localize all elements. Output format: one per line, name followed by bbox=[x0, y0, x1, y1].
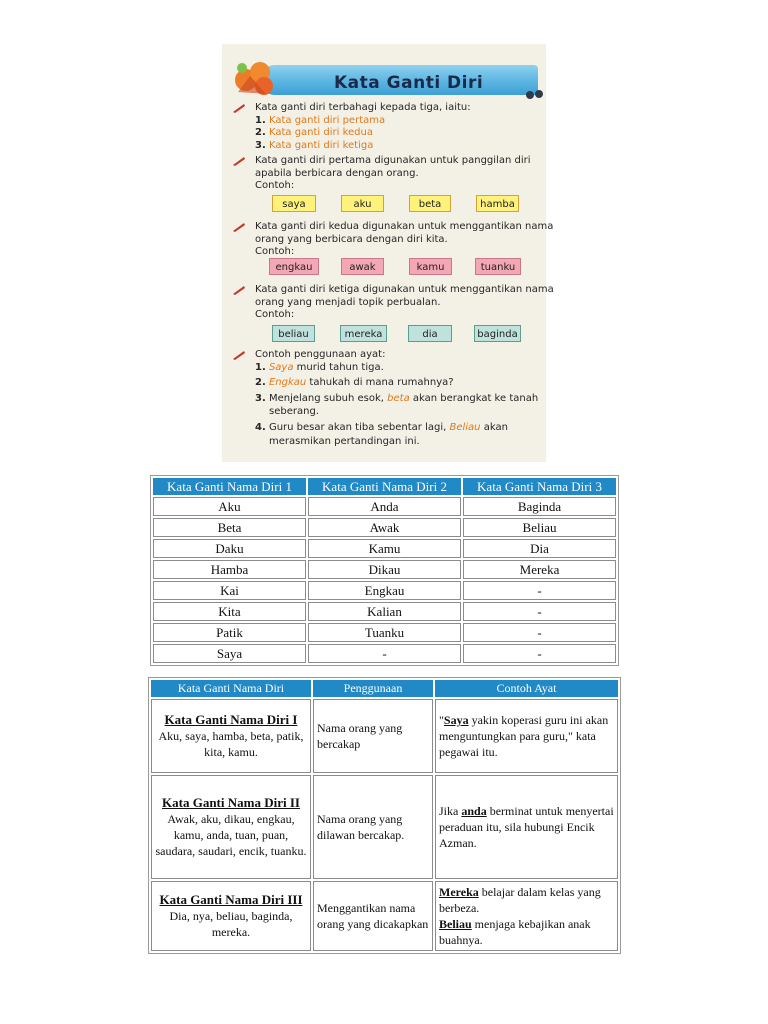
example-chip: beliau bbox=[272, 325, 315, 342]
example-chip: mereka bbox=[340, 325, 387, 342]
category-cell bbox=[151, 699, 311, 773]
table-cell: Engkau bbox=[308, 581, 461, 600]
table-row bbox=[153, 602, 616, 621]
usage-item: 3. Menjelang subuh esok, beta akan berangkat ke tanah bbox=[255, 393, 539, 404]
table-cell: Awak bbox=[308, 518, 461, 537]
usage-item-continued: merasmikan pertandingan ini. bbox=[269, 436, 420, 447]
table-cell: Kalian bbox=[308, 602, 461, 621]
table-row bbox=[153, 623, 616, 642]
contoh-label: Contoh: bbox=[255, 246, 295, 257]
pen-bullet-icon bbox=[232, 103, 246, 113]
lesson-title: Kata Ganti Diri bbox=[334, 73, 484, 93]
table-row bbox=[153, 581, 616, 600]
section-text: orang yang menjadi topik perbualan. bbox=[255, 297, 441, 308]
usage-cell: Nama orang yang bercakap bbox=[313, 699, 433, 773]
usage-cell: Menggantikan nama orang yang dicakapkan bbox=[313, 881, 433, 951]
example-chip: engkau bbox=[269, 258, 319, 275]
table-row bbox=[151, 881, 618, 951]
decorative-dots-icon bbox=[525, 88, 545, 100]
table-cell: Kai bbox=[153, 581, 306, 600]
category-words: Dia, nya, beliau, baginda, mereka. bbox=[169, 909, 293, 939]
table-cell: Baginda bbox=[463, 497, 616, 516]
example-chip: hamba bbox=[476, 195, 519, 212]
category-words: Awak, aku, dikau, engkau, kamu, anda, tuan, puan, saudara, saudari, encik, tuanku. bbox=[155, 812, 307, 858]
column-header: Contoh Ayat bbox=[435, 680, 618, 697]
pen-bullet-icon bbox=[232, 285, 246, 295]
usage-cell: Nama orang yang dilawan bercakap. bbox=[313, 775, 433, 879]
table-cell: Daku bbox=[153, 539, 306, 558]
lesson-card bbox=[222, 44, 554, 462]
usage-item: 1. Saya murid tahun tiga. bbox=[255, 362, 384, 373]
section-text: orang yang berbicara dengan diri kita. bbox=[255, 234, 448, 245]
table-cell: - bbox=[463, 602, 616, 621]
table-row bbox=[153, 539, 616, 558]
example-chip: dia bbox=[408, 325, 452, 342]
table-cell: Kita bbox=[153, 602, 306, 621]
type-list-item: 3. Kata ganti diri ketiga bbox=[255, 140, 374, 151]
table-cell: - bbox=[308, 644, 461, 663]
table-header-row bbox=[151, 680, 618, 697]
table-row bbox=[153, 644, 616, 663]
contoh-label: Contoh: bbox=[255, 180, 295, 191]
pronoun-usage-table bbox=[148, 677, 621, 954]
table-cell: Dikau bbox=[308, 560, 461, 579]
category-title: Kata Ganti Nama Diri III bbox=[159, 892, 303, 907]
usage-item-continued: seberang. bbox=[269, 406, 319, 417]
example-cell: "Saya yakin koperasi guru ini akan menguntungkan para guru," kata pegawai itu. bbox=[435, 699, 618, 773]
table-cell: Beliau bbox=[463, 518, 616, 537]
section-text: Kata ganti diri pertama digunakan untuk panggilan diri bbox=[255, 155, 531, 166]
example-chip: saya bbox=[272, 195, 316, 212]
table-cell: Aku bbox=[153, 497, 306, 516]
column-header: Kata Ganti Nama Diri bbox=[151, 680, 311, 697]
table-cell: Hamba bbox=[153, 560, 306, 579]
category-title: Kata Ganti Nama Diri I bbox=[164, 712, 298, 727]
table-cell: Mereka bbox=[463, 560, 616, 579]
table-row bbox=[151, 775, 618, 879]
table-cell: - bbox=[463, 644, 616, 663]
mascot-icon bbox=[230, 56, 280, 100]
pen-bullet-icon bbox=[232, 350, 246, 360]
example-chip: aku bbox=[341, 195, 384, 212]
example-cell: Mereka belajar dalam kelas yang berbeza. Beliau menjaga kebajikan anak buahnya. bbox=[435, 881, 618, 951]
example-cell: Jika anda berminat untuk menyertai peraduan itu, sila hubungi Encik Azman. bbox=[435, 775, 618, 879]
pen-bullet-icon bbox=[232, 222, 246, 232]
column-header: Kata Ganti Nama Diri 1 bbox=[153, 478, 306, 495]
table-cell: Tuanku bbox=[308, 623, 461, 642]
example-chip: baginda bbox=[474, 325, 521, 342]
type-list-item: 2. Kata ganti diri kedua bbox=[255, 127, 373, 138]
table-cell: Patik bbox=[153, 623, 306, 642]
highlighted-pronoun: anda bbox=[461, 804, 487, 818]
column-header: Kata Ganti Nama Diri 3 bbox=[463, 478, 616, 495]
category-title: Kata Ganti Nama Diri II bbox=[162, 795, 300, 810]
highlighted-pronoun: Mereka bbox=[439, 885, 479, 899]
example-chip: tuanku bbox=[475, 258, 521, 275]
example-chip: awak bbox=[341, 258, 384, 275]
table-cell: Dia bbox=[463, 539, 616, 558]
table-cell: Kamu bbox=[308, 539, 461, 558]
table-cell: - bbox=[463, 581, 616, 600]
type-list-item: 1. Kata ganti diri pertama bbox=[255, 115, 386, 126]
category-words: Aku, saya, hamba, beta, patik, kita, kamu. bbox=[158, 729, 304, 759]
pronoun-category-table bbox=[150, 475, 619, 666]
table-row bbox=[153, 518, 616, 537]
section-text: apabila berbicara dengan orang. bbox=[255, 168, 419, 179]
intro-text: Kata ganti diri terbahagi kepada tiga, iaitu: bbox=[255, 102, 471, 113]
example-chip: beta bbox=[409, 195, 451, 212]
pen-bullet-icon bbox=[232, 156, 246, 166]
section-text: Kata ganti diri ketiga digunakan untuk menggantikan nama bbox=[255, 284, 554, 295]
table-row bbox=[153, 560, 616, 579]
table-header-row bbox=[153, 478, 616, 495]
table-cell: Saya bbox=[153, 644, 306, 663]
table-cell: Anda bbox=[308, 497, 461, 516]
table-cell: - bbox=[463, 623, 616, 642]
highlighted-pronoun: Saya bbox=[443, 713, 469, 727]
table-row bbox=[151, 699, 618, 773]
table-cell: Beta bbox=[153, 518, 306, 537]
usage-item: 4. Guru besar akan tiba sebentar lagi, Beliau akan bbox=[255, 422, 508, 433]
contoh-label: Contoh: bbox=[255, 309, 295, 320]
highlighted-pronoun: Beliau bbox=[439, 917, 472, 931]
example-chip: kamu bbox=[409, 258, 452, 275]
section-text: Kata ganti diri kedua digunakan untuk menggantikan nama bbox=[255, 221, 554, 232]
column-header: Kata Ganti Nama Diri 2 bbox=[308, 478, 461, 495]
usage-heading: Contoh penggunaan ayat: bbox=[255, 349, 386, 360]
column-header: Penggunaan bbox=[313, 680, 433, 697]
category-cell bbox=[151, 881, 311, 951]
table-row bbox=[153, 497, 616, 516]
category-cell bbox=[151, 775, 311, 879]
usage-item: 2. Engkau tahukah di mana rumahnya? bbox=[255, 377, 454, 388]
